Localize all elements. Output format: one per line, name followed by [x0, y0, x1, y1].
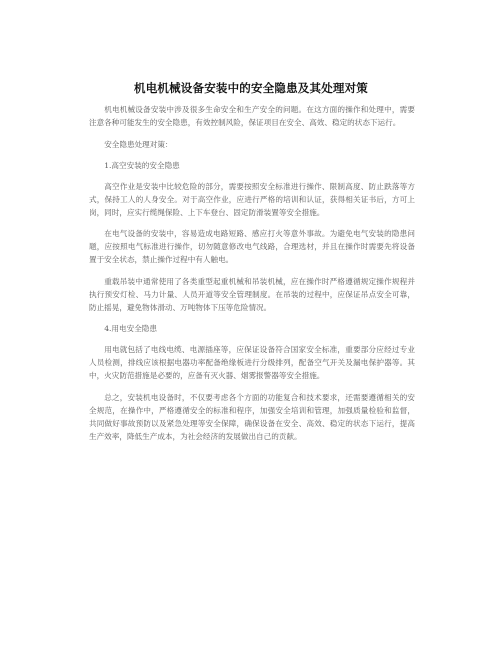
conclusion-paragraph: 总之，安装机电设备时，不仅要考虑各个方面的功能复合和技术要求，还需要遵循相关的安全规范，在操作中，严格遵循安全的标准和程序，加强安全培训和管理，加强质量检验和监督，共同做好事故预防以及紧急处理等安全保障，确保设备在安全、高效、稳定的状态下运行，提高生产效率，降低生产成本，为社会经济的发展做出自己的贡献。 [89, 392, 415, 441]
document-title: 机电机械设备安装中的安全隐患及其处理对策 [134, 81, 368, 95]
document-body [89, 103, 415, 451]
section-intro-label: 安全隐患处理对策： [104, 139, 173, 149]
power-safety-paragraph: 用电就包括了电线电缆、电源插座等，应保证设备符合国家安全标准，重要部分应经过专业人员检测，排线应该根据电器功率配备绝缘板进行分级排列，配备空气开关及漏电保护器等。其中，火灾防范措施是必要的，应备有灭火器、烟雾报警器等安全措施。 [89, 345, 415, 380]
section-heading-high-altitude: 1.高空安装的安全隐患 [104, 160, 180, 170]
heavy-lifting-paragraph: 重载吊装中通常使用了各类重型起重机械和吊装机械，应在操作时严格遵循规定操作规程并执行预安灯检、马力计量、人员开道等安全管理制度。在吊装的过程中，应保证吊点安全可靠，防止摇晃，避免物体滑动、万吨物体下压等危险情况。 [89, 276, 415, 312]
electrical-paragraph: 在电气设备的安装中，容易造成电路短路、感应打火等意外事故。为避免电气安装的隐患问题，应按照电气标准进行操作，切勿随意修改电气线路，合理选材，并且在操作时需要先将设备置于安全状态，禁止操作过程中有人触电。 [89, 229, 415, 264]
high-altitude-paragraph: 高空作业是安装中比较危险的部分，需要按照安全标准进行操作、限制高度、防止跌落等方式，保持工人的人身安全。对于高空作业，应进行严格的培训和认证，获得相关证书后，方可上岗，同时，应实行缆绳保险、上下车登台、固定防滑装置等安全措施。 [89, 181, 415, 217]
intro-paragraph: 机电机械设备安装中涉及很多生命安全和生产安全的问题。在这方面的操作和处理中，需要注意各种可能发生的安全隐患，有效控制风险，保证项目在安全、高效、稳定的状态下运行。 [89, 105, 415, 127]
section-heading-power-safety: 4.用电安全隐患 [104, 324, 157, 333]
